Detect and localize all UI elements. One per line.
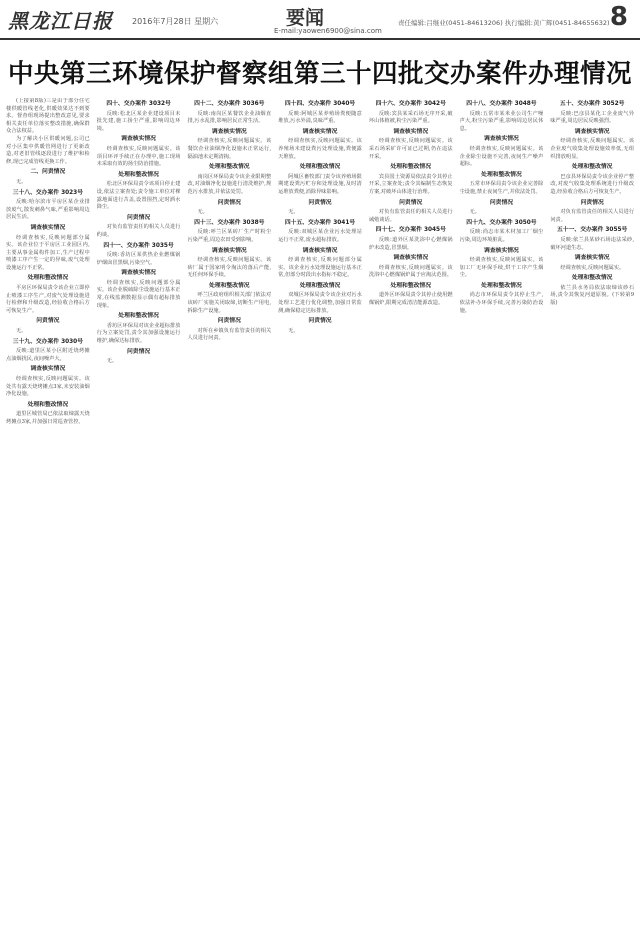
case-subheading: 问责情况 (580, 199, 604, 206)
paragraph: 平房区环保局责令该企业立即停止喷漆工序生产,对废气处理设施进行检修和升级改造,经验收合格后方可恢复生产。 (6, 285, 90, 314)
paragraph: 无。 (288, 327, 299, 334)
page-number: 8 (609, 2, 628, 32)
paragraph: 经调查核实,反映问题属实。该处共有露天烧烤摊点3家,未安装油烟净化设施。 (6, 376, 90, 398)
page-headline: 中央第三环境保护督察组第三十四批交办案件办理情况 (7, 59, 632, 89)
case-subheading: 四十二、交办案件 3036号 (194, 101, 265, 107)
case-subheading: 调查核实情况 (302, 128, 338, 135)
paragraph: 反映:香坊区某供热企业燃煤锅炉烟囱冒黑烟,污染空气。 (96, 252, 181, 266)
paragraph: 对所在乡镇负有监管责任的相关人员进行问责。 (187, 327, 272, 342)
case-subheading: 四十、交办案件 3032号 (106, 101, 171, 107)
case-subheading: 处理和整改情况 (571, 164, 613, 171)
case-subheading: 三十九、交办案件 3030号 (12, 338, 84, 345)
case-subheading: 问责情况 (399, 199, 423, 206)
case-subheading: 问责情况 (126, 214, 151, 221)
case-subheading: 问责情况 (217, 318, 241, 325)
paragraph: 尚志市环保局责令其停止生产,依法补办环保手续,完善污染防治设施。 (459, 292, 544, 314)
case-subheading: 调查核实情况 (121, 136, 156, 143)
paragraph: 依兰县水务局依法取缔该砂石场,责令其恢复河道原貌。(下转第9版) (550, 284, 635, 307)
paragraph: 反映:巴彦县某化工企业废气异味严重,周边居民反映强烈。 (550, 110, 635, 125)
paragraph: 对负有监管责任的相关人员进行约谈。 (96, 224, 181, 238)
case-subheading: 处理和整改情况 (27, 401, 69, 408)
paragraph: 反映:阿城区某养殖场粪便随意堆放,污水外溢,臭味严重。 (278, 110, 362, 125)
paragraph: 无。 (469, 209, 480, 216)
case-subheading: 二、问责情况 (30, 169, 66, 176)
case-subheading: 调查核实情况 (211, 128, 247, 135)
case-subheading: 处理和整改情况 (390, 164, 432, 171)
case-subheading: 处理和整改情况 (571, 275, 613, 282)
paragraph: 经调查核实,反映问题属实。该采石场采矿许可证已过期,仍在违法开采。 (368, 138, 453, 160)
paragraph: 经调查核实,反映问题属实。该砖厂属于国家明令淘汰的落后产能,无任何环保手续。 (187, 257, 272, 279)
paragraph: 对负有监管责任的相关人员进行问责。 (550, 209, 635, 223)
case-subheading: 五十一、交办案件 3055号 (557, 227, 628, 234)
paragraph: 道外区环保局责令其停止使用燃煤锅炉,限期完成清洁能源改造。 (368, 292, 453, 307)
case-subheading: 调查核实情况 (211, 247, 247, 254)
case-subheading: 调查核实情况 (30, 366, 66, 373)
case-subheading: 处理和整改情况 (27, 275, 69, 282)
paragraph: 反映:道外区某洗浴中心燃煤锅炉未改造,冒黑烟。 (368, 236, 453, 251)
section-title: 要闻 (286, 7, 325, 29)
case-subheading: 调查核实情况 (302, 247, 338, 254)
paragraph: 经调查核实,反映问题属实。该餐饮企业油烟净化设施未正常运行,隔油池未定期清掏。 (187, 138, 272, 160)
paragraph: 无。 (16, 178, 27, 185)
paragraph: 反映:哈尔滨市平房区某企业排放废气,散发刺鼻气味,严重影响周边居民生活。 (6, 199, 90, 221)
text-column (369, 98, 453, 928)
case-subheading: 问责情况 (489, 199, 514, 206)
paragraph: 经调查核实,反映问题属实。该企业废气收集处理设施效率低,无组织排放明显。 (550, 138, 635, 160)
case-subheading: 调查核实情况 (393, 128, 429, 135)
case-subheading: 四十五、交办案件 3041号 (284, 219, 356, 226)
paragraph: 无。 (288, 209, 299, 216)
case-subheading: 处理和整改情况 (299, 164, 341, 171)
text-column (460, 98, 544, 928)
paragraph: 经调查核实,反映问题部分属实。该企业污水处理设施运行基本正常,但部分时段出水指标不稳定。 (278, 257, 362, 279)
text-column (550, 98, 634, 928)
paragraph: 反映:五常市某米业公司生产噪声大,粉尘污染严重,影响周边居民休息。 (459, 110, 544, 132)
case-subheading: 四十三、交办案件 3038号 (194, 219, 265, 226)
paragraph: 反映:南岗区某餐饮企业油烟直排,污水乱排,影响居民正常生活。 (187, 110, 272, 125)
paragraph: 双城区环保局责令该企业对污水处理工艺进行优化调整,加强日常监测,确保稳定达标排放。 (278, 292, 362, 314)
paragraph: 反映:松北区某企业建设项目未批先建,施工扬尘严重,影响周边环境。 (96, 110, 181, 132)
paragraph: 香坊区环保局对该企业超标排放行为立案处罚,责令其加强设施运行维护,确保达标排放。 (96, 322, 181, 345)
case-subheading: 处理和整改情况 (481, 171, 522, 178)
case-subheading: 处理和整改情况 (118, 171, 159, 178)
case-subheading: 调查核实情况 (574, 128, 610, 135)
case-subheading: 调查核实情况 (30, 224, 66, 231)
case-subheading: 四十六、交办案件 3042号 (375, 101, 446, 107)
paragraph: 为了解决小区供暖问题,公司已对小区集中供暖管网进行了更新改造,对老旧管线逐段进行了维护和检修,现已完成管线更换工作。 (6, 135, 90, 165)
case-subheading: 五十、交办案件 3052号 (559, 101, 625, 107)
paragraph: 经调查核实,反映问题部分属实。该企业位于平房区工业园区内,主要从事金属构件加工,生产过程中喷漆工序产生一定的异味,废气处理设施运行不正常。 (6, 234, 90, 271)
editor-credits: 责任编辑:吕继业(0451-84613206) 执行编辑:黄广辉(0451-84655632) (398, 19, 610, 27)
case-subheading: 调查核实情况 (393, 255, 429, 262)
article-body (6, 98, 634, 928)
case-subheading: 调查核实情况 (574, 255, 610, 262)
case-subheading: 处理和整改情况 (390, 282, 432, 289)
paragraph: 松北区环保局责令该项目停止建设,依法立案查处;责令施工单位对裸露地面进行苫盖,设置围挡,定时洒水降尘。 (96, 181, 181, 211)
paragraph: (上接第8版)三是由于部分住宅楼供暖管线老化,供暖效果达不到要求。督查组现场提出整改意见,要求相关责任单位落实整改措施,确保群众合法权益。 (6, 98, 90, 135)
case-subheading: 问责情况 (308, 318, 332, 325)
case-subheading: 四十九、交办案件 3050号 (466, 219, 537, 226)
masthead (0, 0, 640, 40)
case-subheading: 四十一、交办案件 3035号 (103, 242, 174, 249)
newspaper-logo: 黑龙江日报 (8, 9, 113, 33)
case-subheading: 四十七、交办案件 3045号 (375, 227, 446, 234)
paragraph: 阿城区畜牧部门责令该养殖场限期建设粪污贮存和处理设施,及时清运堆放粪便,消除异味影响。 (278, 173, 362, 195)
case-subheading: 问责情况 (36, 318, 60, 325)
case-subheading: 调查核实情况 (121, 270, 156, 277)
paragraph: 经调查核实,反映问题属实。该项目环评手续正在办理中,施工现场未采取有效的扬尘防治措施。 (96, 145, 181, 168)
case-subheading: 调查核实情况 (484, 136, 519, 143)
text-column (187, 98, 271, 928)
text-column (278, 98, 362, 928)
paragraph: 经调查核实,反映问题属实。该养殖场未建设粪污处理设施,粪便露天堆放。 (278, 138, 362, 160)
case-subheading: 三十八、交办案件 3023号 (12, 189, 84, 196)
paragraph: 经调查核实,反映问题部分属实。该企业脱硫除尘设施运行基本正常,在线监测数据显示偶有超标排放现象。 (96, 279, 181, 309)
paragraph: 反映:呼兰区某砖厂生产时粉尘污染严重,周边农田受到影响。 (187, 229, 272, 243)
issue-date: 2016年7月28日 星期六 (132, 17, 219, 26)
paragraph: 无。 (106, 358, 118, 365)
paragraph: 道里区城管局已依法取缔露天烧烤摊点3家,并加强日常巡查管控。 (6, 411, 90, 425)
case-subheading: 调查核实情况 (484, 247, 519, 254)
paragraph: 南岗区环保局责令该企业限期整改,对油烟净化设施进行清洗维护,规范污水排放,并依法处罚。 (187, 173, 272, 195)
case-subheading: 四十四、交办案件 3040号 (284, 101, 356, 107)
case-subheading: 处理和整改情况 (481, 282, 522, 289)
paragraph: 五常市环保局责令该企业完善除尘设施,禁止夜间生产,并依法处罚。 (459, 181, 544, 195)
case-subheading: 处理和整改情况 (209, 282, 250, 289)
case-subheading: 问责情况 (217, 199, 241, 206)
paragraph: 呼兰区政府组织相关部门依法对该砖厂实施关闭取缔,切断生产用电,拆除生产设施。 (187, 292, 272, 314)
paragraph: 巴彦县环保局责令该企业停产整改,对废气收集处理系统进行升级改造,经验收合格后方可恢复生产。 (550, 173, 635, 195)
paragraph: 反映:尚志市某木材加工厂烟尘污染,周边环境脏乱。 (459, 229, 544, 243)
case-subheading: 四十八、交办案件 3048号 (466, 101, 537, 107)
paragraph: 经调查核实,反映问题属实。 (560, 264, 625, 271)
case-subheading: 处理和整改情况 (209, 164, 250, 171)
paragraph: 宾县国土资源局依法责令其停止开采,立案查处;责令其编制生态恢复方案,对破坏山体进行治理。 (368, 173, 453, 195)
case-subheading: 问责情况 (126, 348, 151, 355)
text-column (97, 98, 181, 928)
paragraph: 无。 (197, 209, 208, 216)
paragraph: 反映:道里区某小区附近烧烤摊点油烟扰民,夜间噪声大。 (6, 348, 90, 362)
paragraph: 反映:双城区某企业污水处理站运行不正常,废水超标排放。 (278, 229, 362, 243)
case-subheading: 处理和整改情况 (118, 313, 159, 320)
paragraph: 经调查核实,反映问题属实。该洗浴中心燃煤锅炉属于应淘汰范围。 (368, 264, 453, 279)
paragraph: 经调查核实,反映问题属实。该加工厂无环保手续,烘干工序产生烟尘。 (459, 257, 544, 279)
paragraph: 无。 (16, 328, 27, 335)
text-column (6, 98, 90, 928)
case-subheading: 问责情况 (308, 199, 332, 206)
paragraph: 对负有监管责任的相关人员进行诫勉谈话。 (368, 209, 453, 223)
paragraph: 反映:依兰县某砂石场违法采砂,破坏河道生态。 (550, 236, 635, 251)
paragraph: 经调查核实,反映问题属实。该企业除尘设施不完善,夜间生产噪声超标。 (459, 145, 544, 168)
case-subheading: 处理和整改情况 (299, 282, 341, 289)
section-email: E-mail:yaowen6900@sina.com (274, 27, 382, 35)
paragraph: 反映:宾县某采石场无序开采,破坏山体植被,粉尘污染严重。 (368, 110, 453, 125)
